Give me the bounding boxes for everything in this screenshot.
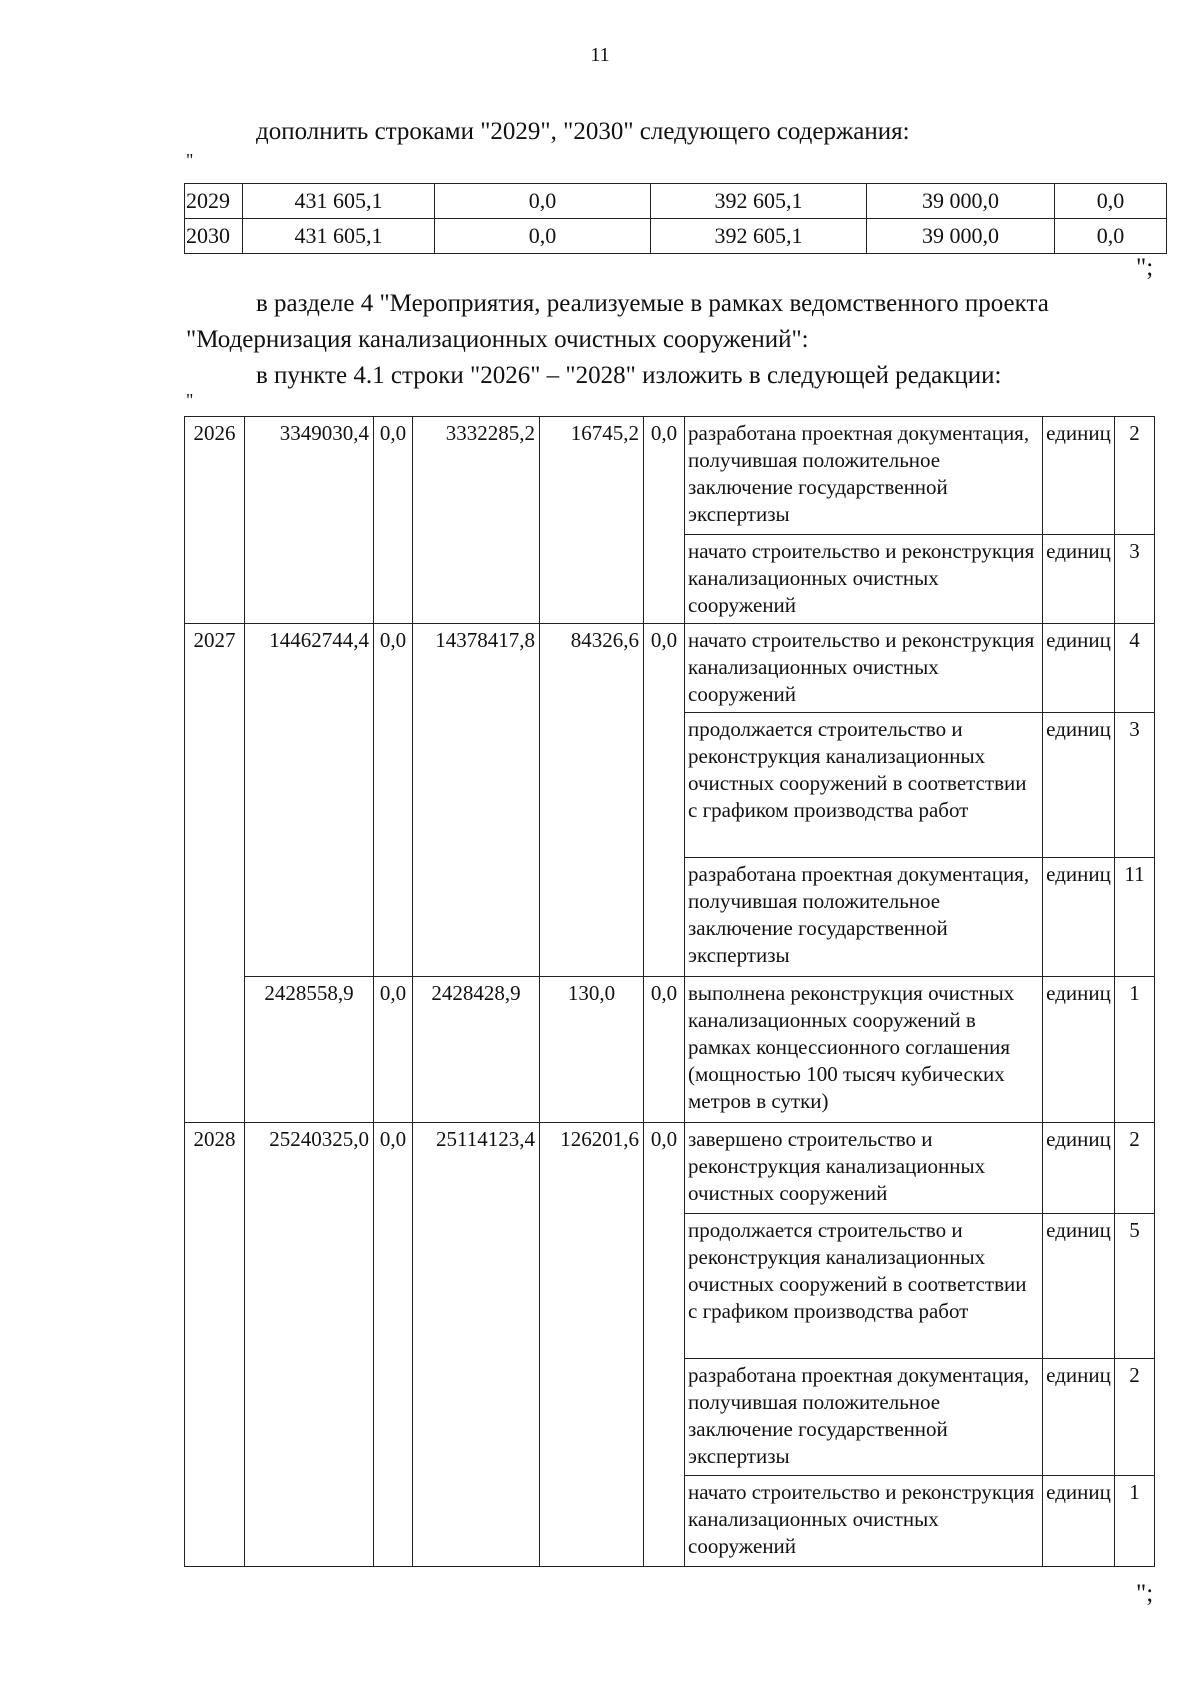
table-row [185,219,1167,254]
result-description: продолжается строительство и реконструкция канализационных очистных сооружений в соответствии с графиком производства работ [685,1214,1043,1359]
result-description: начато строительство и реконструкция канализационных очистных сооружений [685,624,1043,713]
table-cell: 0,0 [1055,219,1167,254]
funding-cell: 0,0 [644,417,685,624]
funding-cell: 0,0 [374,417,413,624]
result-description: разработана проектная документация, получившая положительное заключение государственной экспертизы [685,1359,1043,1476]
section-text-line1: в разделе 4 "Мероприятия, реализуемые в рамках ведомственного проекта [256,290,1049,317]
year-cell: 2026 [185,417,245,624]
opening-quote-2: " [186,390,194,410]
value-cell: 3 [1115,535,1155,624]
table-row [185,184,1167,219]
result-description: продолжается строительство и реконструкция канализационных очистных сооружений в соответствии с графиком производства работ [685,713,1043,858]
table-cell: 0,0 [1055,184,1167,219]
intro-text: дополнить строками "2029", "2030" следующего содержания: [256,118,910,145]
year-cell: 2029 [185,184,243,219]
section-text-line2: "Модернизация канализационных очистных сооружений": [186,326,809,353]
value-cell: 11 [1115,858,1155,977]
funding-cell: 0,0 [644,1123,685,1567]
unit-cell: единиц [1043,624,1115,713]
appended-rows-table [184,183,1167,254]
table-cell: 39 000,0 [867,184,1055,219]
funding-cell: 84326,6 [540,624,644,977]
funding-cell: 0,0 [374,1123,413,1567]
unit-cell: единиц [1043,1214,1115,1359]
value-cell: 5 [1115,1214,1155,1359]
value-cell: 2 [1115,1359,1155,1476]
measures-table [184,416,1155,1567]
funding-cell: 0,0 [374,624,413,977]
table-cell: 431 605,1 [243,219,435,254]
table-cell: 39 000,0 [867,219,1055,254]
unit-cell: единиц [1043,417,1115,535]
table-row [185,977,1155,1123]
result-description: выполнена реконструкция очистных канализационных сооружений в рамках концессионного соглашения (мощностью 100 тысяч кубических метров в сутки) [685,977,1043,1123]
funding-cell: 130,0 [540,977,644,1123]
unit-cell: единиц [1043,713,1115,858]
value-cell: 4 [1115,624,1155,713]
funding-cell: 25114123,4 [413,1123,540,1567]
year-cell: 2027 [185,624,245,1123]
funding-cell: 0,0 [644,624,685,977]
total-cell: 2428558,9 [245,977,374,1123]
table-cell: 392 605,1 [651,219,867,254]
opening-quote-1: " [186,150,194,170]
total-cell: 3349030,4 [245,417,374,624]
result-description: разработана проектная документация, получившая положительное заключение государственной экспертизы [685,858,1043,977]
funding-cell: 2428428,9 [413,977,540,1123]
closing-quote-1: "; [1136,254,1154,281]
unit-cell: единиц [1043,535,1115,624]
result-description: начато строительство и реконструкция канализационных очистных сооружений [685,1476,1043,1567]
result-description: завершено строительство и реконструкция канализационных очистных сооружений [685,1123,1043,1214]
total-cell: 25240325,0 [245,1123,374,1567]
point-text: в пункте 4.1 строки "2026" – "2028" изложить в следующей редакции: [256,362,1002,389]
funding-cell: 0,0 [644,977,685,1123]
funding-cell: 126201,6 [540,1123,644,1567]
unit-cell: единиц [1043,858,1115,977]
table-cell: 431 605,1 [243,184,435,219]
funding-cell: 3332285,2 [413,417,540,624]
unit-cell: единиц [1043,1123,1115,1214]
year-cell: 2028 [185,1123,245,1567]
value-cell: 2 [1115,1123,1155,1214]
unit-cell: единиц [1043,977,1115,1123]
unit-cell: единиц [1043,1476,1115,1567]
table-cell: 0,0 [435,219,651,254]
table-cell: 392 605,1 [651,184,867,219]
value-cell: 3 [1115,713,1155,858]
closing-quote-2: "; [1136,1580,1154,1607]
funding-cell: 16745,2 [540,417,644,624]
funding-cell: 14378417,8 [413,624,540,977]
table-row [185,417,1155,535]
unit-cell: единиц [1043,1359,1115,1476]
table-cell: 0,0 [435,184,651,219]
value-cell: 2 [1115,417,1155,535]
funding-cell: 0,0 [374,977,413,1123]
total-cell: 14462744,4 [245,624,374,977]
result-description: начато строительство и реконструкция канализационных очистных сооружений [685,535,1043,624]
page-number: 11 [590,44,610,66]
year-cell: 2030 [185,219,243,254]
table-row [185,624,1155,713]
value-cell: 1 [1115,977,1155,1123]
table-row [185,1123,1155,1214]
value-cell: 1 [1115,1476,1155,1567]
result-description: разработана проектная документация, получившая положительное заключение государственной экспертизы [685,417,1043,535]
